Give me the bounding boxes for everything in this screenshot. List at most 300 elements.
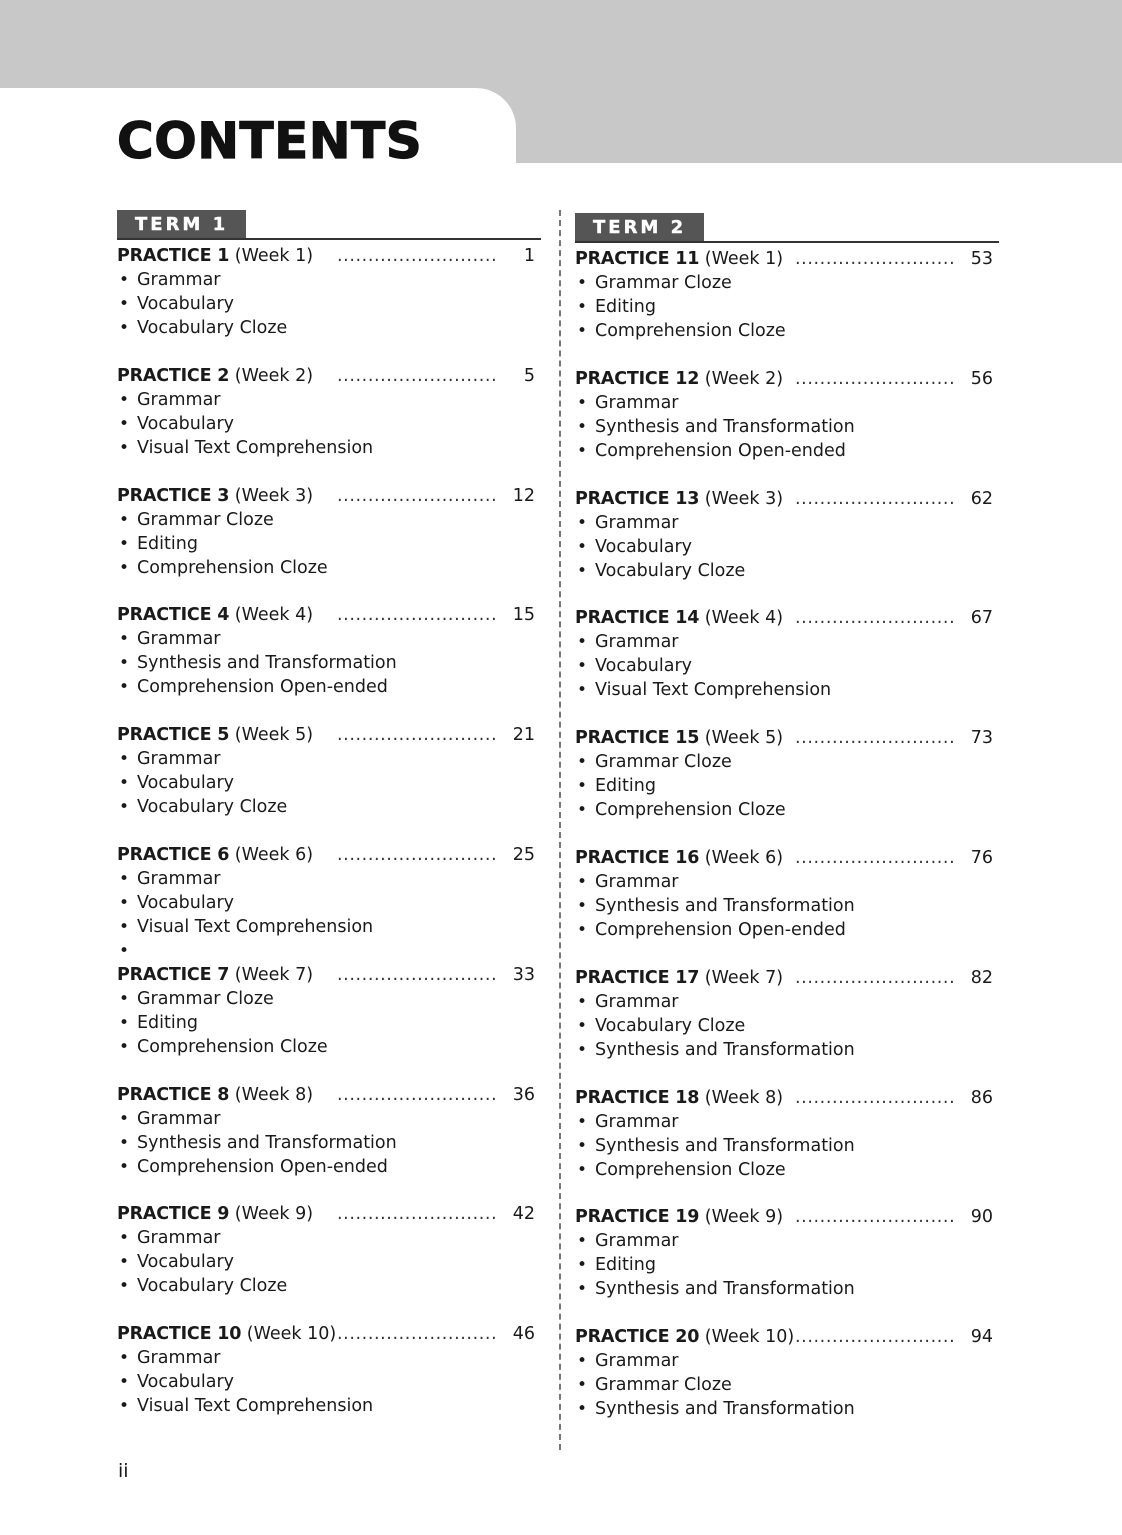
topic-label: Vocabulary Cloze xyxy=(137,1276,288,1297)
bullet-icon: • xyxy=(577,1399,588,1420)
topic-item xyxy=(575,918,999,942)
topic-item xyxy=(117,939,541,963)
topic-label: Grammar xyxy=(137,1228,221,1249)
practice-name: PRACTICE 11 xyxy=(575,249,700,269)
topic-label: Grammar xyxy=(137,629,221,650)
page-ref: 86 xyxy=(970,1087,993,1108)
leader-dots: .......................... xyxy=(795,1327,956,1348)
leader-dots: .......................... xyxy=(795,967,956,988)
topic-item xyxy=(575,1253,999,1277)
topic-item xyxy=(117,1226,541,1250)
topic-label: Grammar xyxy=(137,270,221,290)
topic-label: Grammar xyxy=(595,512,679,533)
topic-item xyxy=(575,319,999,343)
bullet-icon: • xyxy=(119,1012,130,1033)
topic-label: Grammar xyxy=(595,1351,679,1372)
practice-week: (Week 6) xyxy=(704,847,784,868)
bullet-icon: • xyxy=(119,413,130,434)
practice-week: (Week 9) xyxy=(704,1207,784,1228)
bullet-icon: • xyxy=(119,437,130,458)
term-label: TERM 2 xyxy=(575,213,704,241)
toc-entry[interactable] xyxy=(575,367,999,487)
bullet-icon: • xyxy=(119,1156,130,1177)
toc-entry[interactable] xyxy=(575,966,999,1086)
practice-week: (Week 10) xyxy=(246,1324,337,1345)
topic-item xyxy=(117,1346,541,1370)
bullet-icon: • xyxy=(119,1396,130,1417)
page-ref: 62 xyxy=(970,488,993,509)
topic-label: Comprehension Cloze xyxy=(137,1036,328,1057)
term-header xyxy=(117,210,541,240)
topic-label: Grammar xyxy=(595,392,679,413)
topic-label: Comprehension Open-ended xyxy=(595,919,846,940)
bullet-icon: • xyxy=(119,773,130,794)
topic-item xyxy=(575,391,999,415)
toc-entry[interactable] xyxy=(117,843,541,963)
toc-entry[interactable] xyxy=(575,1086,999,1206)
topic-item xyxy=(575,750,999,774)
topic-item xyxy=(117,915,541,939)
bullet-icon: • xyxy=(577,536,588,557)
practice-week: (Week 2) xyxy=(704,368,784,389)
topic-item xyxy=(575,1373,999,1397)
practice-week: (Week 3) xyxy=(704,488,784,509)
bullet-icon: • xyxy=(577,392,588,413)
topic-label: Synthesis and Transformation xyxy=(595,1399,855,1420)
entry-heading xyxy=(117,963,541,987)
leader-dots: .......................... xyxy=(337,605,498,626)
practice-week: (Week 8) xyxy=(234,1084,314,1105)
bullet-icon: • xyxy=(577,1039,588,1060)
page-ref: 82 xyxy=(970,967,993,988)
entry-heading xyxy=(117,603,541,627)
bullet-icon: • xyxy=(577,1255,588,1276)
bullet-icon: • xyxy=(119,868,130,889)
topic-label: Comprehension Cloze xyxy=(595,800,786,821)
bullet-icon: • xyxy=(119,1108,130,1129)
topic-label: Synthesis and Transformation xyxy=(595,416,855,437)
bullet-icon: • xyxy=(577,871,588,892)
entry-heading xyxy=(117,484,541,508)
practice-week: (Week 9) xyxy=(234,1204,314,1225)
toc-entry[interactable] xyxy=(575,1205,999,1325)
topic-item xyxy=(575,1229,999,1253)
bullet-icon: • xyxy=(577,680,588,701)
page-ref: 33 xyxy=(512,964,535,985)
topic-item xyxy=(575,1277,999,1301)
toc-entry[interactable] xyxy=(575,846,999,966)
bullet-icon: • xyxy=(119,988,130,1009)
topic-label: Vocabulary Cloze xyxy=(595,560,746,581)
practice-week: (Week 1) xyxy=(704,249,784,269)
bullet-icon: • xyxy=(577,656,588,677)
bullet-icon: • xyxy=(119,1252,130,1273)
bullet-icon: • xyxy=(119,629,130,650)
topic-label: Grammar Cloze xyxy=(137,509,274,530)
practice-week: (Week 4) xyxy=(234,605,314,626)
toc-entry[interactable] xyxy=(117,364,541,484)
topic-label: Grammar xyxy=(595,991,679,1012)
page-ref: 76 xyxy=(970,847,993,868)
bullet-icon: • xyxy=(119,1228,130,1249)
topic-item xyxy=(117,1107,541,1131)
bullet-icon: • xyxy=(119,294,130,314)
topic-label: Vocabulary xyxy=(137,773,235,794)
practice-name: PRACTICE 4 xyxy=(117,605,230,626)
topic-label: Vocabulary xyxy=(595,656,693,677)
leader-dots: .......................... xyxy=(795,249,956,269)
leader-dots: .......................... xyxy=(337,365,498,386)
practice-name: PRACTICE 13 xyxy=(575,488,700,509)
page-ref: 73 xyxy=(970,728,993,749)
leader-dots: .......................... xyxy=(795,488,956,509)
practice-week: (Week 2) xyxy=(234,365,314,386)
term-header xyxy=(575,213,999,243)
topic-label: Grammar xyxy=(595,1111,679,1132)
page-title: CONTENTS xyxy=(117,112,423,170)
entry-heading xyxy=(117,1322,541,1346)
bullet-icon: • xyxy=(577,560,588,581)
topic-item xyxy=(575,439,999,463)
topic-item xyxy=(117,532,541,556)
topic-item xyxy=(117,412,541,436)
entry-heading xyxy=(575,1325,999,1349)
page-ref: 67 xyxy=(970,608,993,629)
page-ref: 42 xyxy=(512,1204,535,1225)
leader-dots: .......................... xyxy=(337,964,498,985)
topic-label: Editing xyxy=(595,776,656,797)
entry-list xyxy=(575,247,999,1445)
topic-label: Synthesis and Transformation xyxy=(595,895,855,916)
topic-item xyxy=(575,774,999,798)
page-ref: 15 xyxy=(512,605,535,626)
bullet-icon: • xyxy=(119,916,130,937)
toc-entry[interactable] xyxy=(575,247,999,367)
bullet-icon: • xyxy=(577,1375,588,1396)
topic-label: Visual Text Comprehension xyxy=(137,1396,374,1417)
topic-item xyxy=(575,1038,999,1062)
toc-entry[interactable] xyxy=(117,963,541,1083)
leader-dots: .......................... xyxy=(795,847,956,868)
entry-heading xyxy=(575,1086,999,1110)
entry-heading xyxy=(575,487,999,511)
topic-label: Visual Text Comprehension xyxy=(595,680,832,701)
leader-dots: .......................... xyxy=(337,246,498,266)
bullet-icon: • xyxy=(577,752,588,773)
page-ref: 21 xyxy=(512,725,535,746)
topic-item xyxy=(575,1349,999,1373)
bullet-icon: • xyxy=(119,1372,130,1393)
topic-item xyxy=(575,894,999,918)
topic-item xyxy=(117,987,541,1011)
toc-entry[interactable] xyxy=(117,1083,541,1203)
leader-dots: .......................... xyxy=(795,1207,956,1228)
topic-label: Editing xyxy=(137,533,198,554)
topic-label: Synthesis and Transformation xyxy=(595,1039,855,1060)
page-ref: 12 xyxy=(512,485,535,506)
practice-name: PRACTICE 7 xyxy=(117,964,230,985)
bullet-icon: • xyxy=(119,557,130,578)
topic-label: Grammar Cloze xyxy=(137,988,274,1009)
topic-item xyxy=(117,891,541,915)
toc-entry[interactable] xyxy=(575,606,999,726)
entry-heading xyxy=(575,966,999,990)
practice-week: (Week 3) xyxy=(234,485,314,506)
entry-heading xyxy=(575,247,999,271)
topic-item xyxy=(575,1134,999,1158)
topic-item xyxy=(117,388,541,412)
bullet-icon: • xyxy=(119,533,130,554)
term-label: TERM 1 xyxy=(117,210,246,238)
leader-dots: .......................... xyxy=(337,844,498,865)
bullet-icon: • xyxy=(577,416,588,437)
practice-name: PRACTICE 20 xyxy=(575,1327,700,1348)
practice-week: (Week 7) xyxy=(704,967,784,988)
bullet-icon: • xyxy=(119,797,130,818)
bullet-icon: • xyxy=(119,749,130,770)
topic-item xyxy=(575,511,999,535)
toc-entry[interactable] xyxy=(117,1202,541,1322)
topic-item xyxy=(117,747,541,771)
topic-label: Vocabulary xyxy=(137,413,235,434)
bullet-icon: • xyxy=(577,632,588,653)
topic-item xyxy=(117,508,541,532)
topic-item xyxy=(117,795,541,819)
topic-label: Comprehension Cloze xyxy=(137,557,328,578)
topic-item xyxy=(117,1394,541,1418)
practice-week: (Week 7) xyxy=(234,964,314,985)
practice-name: PRACTICE 5 xyxy=(117,725,230,746)
topic-label: Vocabulary xyxy=(137,892,235,913)
toc-entry[interactable] xyxy=(117,1322,541,1442)
bullet-icon: • xyxy=(119,892,130,913)
column-divider xyxy=(559,210,561,1450)
bullet-icon: • xyxy=(577,1231,588,1252)
entry-heading xyxy=(575,367,999,391)
leader-dots: .......................... xyxy=(795,728,956,749)
term-2-column xyxy=(575,213,999,1445)
bullet-icon: • xyxy=(577,1279,588,1300)
topic-item xyxy=(117,1035,541,1059)
practice-name: PRACTICE 1 xyxy=(117,246,230,266)
topic-item xyxy=(117,1274,541,1298)
topic-label: Vocabulary Cloze xyxy=(137,797,288,818)
topic-item xyxy=(575,870,999,894)
topic-label: Visual Text Comprehension xyxy=(137,916,374,937)
leader-dots: .......................... xyxy=(795,1087,956,1108)
bullet-icon: • xyxy=(577,1135,588,1156)
bullet-icon: • xyxy=(577,991,588,1012)
toc-entry[interactable] xyxy=(117,484,541,604)
topic-label: Grammar xyxy=(137,1348,221,1369)
toc-entry[interactable] xyxy=(575,1325,999,1445)
page-ref: 36 xyxy=(512,1084,535,1105)
topic-item xyxy=(575,654,999,678)
topic-label: Synthesis and Transformation xyxy=(137,653,397,674)
leader-dots: .......................... xyxy=(795,608,956,629)
bullet-icon: • xyxy=(577,1159,588,1180)
bullet-icon: • xyxy=(119,389,130,410)
topic-item xyxy=(575,798,999,822)
bullet-icon: • xyxy=(119,318,130,338)
bullet-icon: • xyxy=(577,273,588,293)
leader-dots: .......................... xyxy=(337,485,498,506)
page-ref: 5 xyxy=(523,365,535,386)
topic-item xyxy=(117,1011,541,1035)
topic-label: Vocabulary xyxy=(595,536,693,557)
topic-label: Grammar xyxy=(137,868,221,889)
topic-item xyxy=(117,627,541,651)
topic-item xyxy=(117,771,541,795)
practice-name: PRACTICE 15 xyxy=(575,728,700,749)
entry-heading xyxy=(117,244,541,268)
topic-label: Grammar Cloze xyxy=(595,273,732,293)
bullet-icon: • xyxy=(577,919,588,940)
topic-label: Editing xyxy=(595,297,656,317)
bullet-icon: • xyxy=(577,1351,588,1372)
bullet-icon: • xyxy=(577,440,588,461)
topic-label: Comprehension Cloze xyxy=(595,1159,786,1180)
topic-item xyxy=(117,651,541,675)
topic-label: Vocabulary Cloze xyxy=(137,318,288,338)
topic-item xyxy=(575,990,999,1014)
entry-heading xyxy=(575,606,999,630)
bullet-icon: • xyxy=(119,509,130,530)
entry-heading xyxy=(575,1205,999,1229)
topic-label: Grammar xyxy=(137,749,221,770)
topic-item xyxy=(117,867,541,891)
entry-heading xyxy=(117,723,541,747)
toc-entry[interactable] xyxy=(575,487,999,607)
topic-item xyxy=(575,1110,999,1134)
topic-item xyxy=(575,1397,999,1421)
toc-entry[interactable] xyxy=(117,603,541,723)
bullet-icon: • xyxy=(577,512,588,533)
bullet-icon: • xyxy=(119,940,130,961)
leader-dots: .......................... xyxy=(337,1204,498,1225)
topic-label: Visual Text Comprehension xyxy=(137,437,374,458)
topic-label: Editing xyxy=(137,1012,198,1033)
topic-label: Vocabulary Cloze xyxy=(595,1015,746,1036)
practice-week: (Week 5) xyxy=(704,728,784,749)
page-ref: 90 xyxy=(970,1207,993,1228)
topic-label: Grammar xyxy=(595,632,679,653)
leader-dots: .......................... xyxy=(337,725,498,746)
topic-item xyxy=(117,675,541,699)
leader-dots: .......................... xyxy=(337,1324,498,1345)
topic-item xyxy=(575,559,999,583)
page-ref: 94 xyxy=(970,1327,993,1348)
topic-label: Vocabulary xyxy=(137,1252,235,1273)
practice-name: PRACTICE 19 xyxy=(575,1207,700,1228)
topic-item xyxy=(575,678,999,702)
practice-name: PRACTICE 3 xyxy=(117,485,230,506)
term-1-column xyxy=(117,210,541,1442)
topic-label: Synthesis and Transformation xyxy=(595,1279,855,1300)
practice-week: (Week 6) xyxy=(234,844,314,865)
entry-list xyxy=(117,244,541,1442)
bullet-icon: • xyxy=(577,800,588,821)
bullet-icon: • xyxy=(119,653,130,674)
bullet-icon: • xyxy=(119,270,130,290)
toc-entry[interactable] xyxy=(575,726,999,846)
entry-heading xyxy=(117,843,541,867)
practice-name: PRACTICE 16 xyxy=(575,847,700,868)
practice-week: (Week 1) xyxy=(234,246,314,266)
topic-item xyxy=(575,295,999,319)
topic-label: Synthesis and Transformation xyxy=(595,1135,855,1156)
topic-label: Comprehension Open-ended xyxy=(137,677,388,698)
page-number: ii xyxy=(118,1460,129,1482)
bullet-icon: • xyxy=(577,1111,588,1132)
bullet-icon: • xyxy=(119,1348,130,1369)
topic-item xyxy=(117,1370,541,1394)
topic-item xyxy=(117,268,541,292)
bullet-icon: • xyxy=(577,297,588,317)
entry-heading xyxy=(117,1202,541,1226)
topic-item xyxy=(117,1131,541,1155)
topic-item xyxy=(575,630,999,654)
bullet-icon: • xyxy=(119,1036,130,1057)
topic-item xyxy=(117,556,541,580)
topic-label: Vocabulary xyxy=(137,1372,235,1393)
practice-week: (Week 10) xyxy=(704,1327,795,1348)
toc-entry[interactable] xyxy=(117,723,541,843)
page-ref: 1 xyxy=(523,246,535,266)
page-ref: 46 xyxy=(512,1324,535,1345)
bullet-icon: • xyxy=(577,895,588,916)
bullet-icon: • xyxy=(119,677,130,698)
practice-name: PRACTICE 9 xyxy=(117,1204,230,1225)
topic-label: Grammar xyxy=(137,1108,221,1129)
topic-label: Editing xyxy=(595,1255,656,1276)
topic-item xyxy=(575,535,999,559)
bullet-icon: • xyxy=(577,321,588,341)
page-ref: 56 xyxy=(970,368,993,389)
practice-name: PRACTICE 2 xyxy=(117,365,230,386)
bullet-icon: • xyxy=(119,1132,130,1153)
toc-entry[interactable] xyxy=(117,244,541,364)
topic-item xyxy=(117,1155,541,1179)
topic-label: Comprehension Cloze xyxy=(595,321,786,341)
topic-label: Grammar xyxy=(595,871,679,892)
page-ref: 25 xyxy=(512,844,535,865)
practice-name: PRACTICE 17 xyxy=(575,967,700,988)
topic-item xyxy=(575,1158,999,1182)
topic-item xyxy=(575,1014,999,1038)
topic-item xyxy=(117,292,541,316)
topic-item xyxy=(117,436,541,460)
practice-name: PRACTICE 14 xyxy=(575,608,700,629)
bullet-icon: • xyxy=(577,776,588,797)
practice-name: PRACTICE 18 xyxy=(575,1087,700,1108)
practice-week: (Week 8) xyxy=(704,1087,784,1108)
leader-dots: .......................... xyxy=(337,1084,498,1105)
bullet-icon: • xyxy=(119,1276,130,1297)
topic-label: Grammar xyxy=(595,1231,679,1252)
topic-label: Synthesis and Transformation xyxy=(137,1132,397,1153)
topic-label: Grammar Cloze xyxy=(595,1375,732,1396)
topic-label: Grammar Cloze xyxy=(595,752,732,773)
topic-label: Comprehension Open-ended xyxy=(595,440,846,461)
practice-week: (Week 5) xyxy=(234,725,314,746)
topic-item xyxy=(575,271,999,295)
bullet-icon: • xyxy=(577,1015,588,1036)
leader-dots: .......................... xyxy=(795,368,956,389)
topic-item xyxy=(117,316,541,340)
topic-label: Vocabulary xyxy=(137,294,235,314)
topic-label: Comprehension Open-ended xyxy=(137,1156,388,1177)
